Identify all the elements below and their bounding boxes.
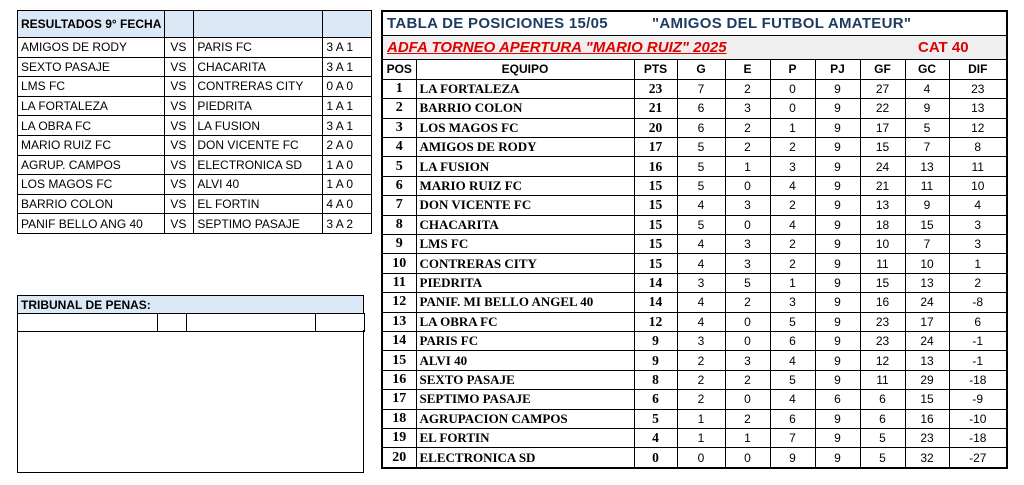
- cell-team: BARRIO COLON: [416, 99, 634, 118]
- result-row: [18, 38, 372, 58]
- cell-e: 0: [725, 312, 770, 331]
- cell-pts: 15: [634, 215, 677, 234]
- cell-e: 2: [725, 79, 770, 98]
- cell-gc: 13: [905, 273, 949, 292]
- cell-pos: 17: [383, 390, 416, 409]
- cell-pts: 5: [634, 409, 677, 428]
- result-score: 3 A 1: [323, 116, 372, 136]
- cell-pts: 17: [634, 138, 677, 157]
- cell-pj: 9: [815, 409, 860, 428]
- cell-p: 0: [770, 99, 815, 118]
- cell-gf: 5: [860, 448, 905, 467]
- cell-dif: 11: [949, 157, 1006, 176]
- result-away: CHACARITA: [194, 57, 323, 77]
- cell-e: 2: [725, 370, 770, 389]
- standings-row: [383, 99, 1006, 118]
- cell-e: 2: [725, 293, 770, 312]
- col-gf: GF: [860, 60, 905, 79]
- cell-g: 5: [677, 215, 725, 234]
- result-score: 1 A 0: [323, 175, 372, 195]
- standings-row: [383, 138, 1006, 157]
- cell-gc: 24: [905, 331, 949, 350]
- result-row: [18, 116, 372, 136]
- cell-gf: 11: [860, 370, 905, 389]
- standings-row: [383, 448, 1006, 467]
- result-score: 1 A 0: [323, 155, 372, 175]
- result-score: 4 A 0: [323, 194, 372, 214]
- cell-team: SEPTIMO PASAJE: [416, 390, 634, 409]
- cell-dif: -18: [949, 428, 1006, 447]
- cell-p: 2: [770, 254, 815, 273]
- cell-gc: 9: [905, 196, 949, 215]
- cell-gc: 7: [905, 138, 949, 157]
- result-away: LA FUSION: [194, 116, 323, 136]
- cell-e: 0: [725, 448, 770, 467]
- cell-gc: 15: [905, 390, 949, 409]
- result-score: 3 A 1: [323, 57, 372, 77]
- standings-title: TABLA DE POSICIONES 15/05: [387, 15, 608, 32]
- results-header-row: [18, 11, 372, 38]
- cell-pos: 10: [383, 254, 416, 273]
- standings-row: [383, 312, 1006, 331]
- col-g: G: [677, 60, 725, 79]
- cell-g: 2: [677, 370, 725, 389]
- cell-dif: -1: [949, 331, 1006, 350]
- result-vs: VS: [165, 214, 194, 234]
- cell-team: EL FORTIN: [416, 428, 634, 447]
- cell-gf: 22: [860, 99, 905, 118]
- standings-row: [383, 409, 1006, 428]
- cell-dif: 23: [949, 79, 1006, 98]
- cell-gf: 24: [860, 157, 905, 176]
- result-score: 1 A 1: [323, 96, 372, 116]
- standings-row: [383, 196, 1006, 215]
- col-team: EQUIPO: [416, 60, 634, 79]
- standings-row: [383, 157, 1006, 176]
- cell-team: PARIS FC: [416, 331, 634, 350]
- cell-gc: 7: [905, 235, 949, 254]
- cell-team: CONTRERAS CITY: [416, 254, 634, 273]
- cell-pj: 9: [815, 273, 860, 292]
- cell-gf: 23: [860, 331, 905, 350]
- cell-p: 4: [770, 176, 815, 195]
- cell-dif: -10: [949, 409, 1006, 428]
- standings-header-row: [383, 60, 1006, 79]
- cell-pj: 9: [815, 157, 860, 176]
- cell-pts: 23: [634, 79, 677, 98]
- cell-gf: 17: [860, 118, 905, 137]
- cell-dif: 2: [949, 273, 1006, 292]
- cell-e: 0: [725, 176, 770, 195]
- cell-gc: 13: [905, 351, 949, 370]
- cell-p: 2: [770, 196, 815, 215]
- cell-dif: -9: [949, 390, 1006, 409]
- cell-pj: 9: [815, 428, 860, 447]
- tournament-name: ADFA TORNEO APERTURA "MARIO RUIZ" 2025: [387, 39, 727, 56]
- cell-pts: 6: [634, 390, 677, 409]
- cell-gf: 5: [860, 428, 905, 447]
- cell-pos: 8: [383, 215, 416, 234]
- cell-gf: 21: [860, 176, 905, 195]
- cell-gc: 9: [905, 99, 949, 118]
- cell-pos: 4: [383, 138, 416, 157]
- cell-gf: 6: [860, 390, 905, 409]
- cell-pos: 7: [383, 196, 416, 215]
- result-home: BARRIO COLON: [18, 194, 165, 214]
- cell-team: CHACARITA: [416, 215, 634, 234]
- standings-row: [383, 273, 1006, 292]
- cell-pts: 21: [634, 99, 677, 118]
- tournament-row: [383, 36, 1006, 60]
- standings-row: [383, 331, 1006, 350]
- result-row: [18, 96, 372, 116]
- standings-row: [383, 79, 1006, 98]
- col-p: P: [770, 60, 815, 79]
- cell-dif: 13: [949, 99, 1006, 118]
- cell-p: 5: [770, 312, 815, 331]
- result-vs: VS: [165, 96, 194, 116]
- result-row: [18, 57, 372, 77]
- cell-pts: 15: [634, 254, 677, 273]
- result-home: LMS FC: [18, 77, 165, 97]
- cell-e: 3: [725, 235, 770, 254]
- standings-row: [383, 176, 1006, 195]
- standings-row: [383, 390, 1006, 409]
- cell-e: 0: [725, 331, 770, 350]
- cell-pts: 14: [634, 293, 677, 312]
- result-vs: VS: [165, 155, 194, 175]
- cell-gf: 15: [860, 273, 905, 292]
- cell-pj: 6: [815, 390, 860, 409]
- cell-p: 3: [770, 157, 815, 176]
- cell-p: 2: [770, 138, 815, 157]
- cell-g: 4: [677, 312, 725, 331]
- cell-pos: 9: [383, 235, 416, 254]
- cell-pts: 15: [634, 235, 677, 254]
- cell-dif: 1: [949, 254, 1006, 273]
- cell-e: 3: [725, 99, 770, 118]
- league-name: "AMIGOS DEL FUTBOL AMATEUR": [652, 15, 912, 32]
- cell-p: 0: [770, 79, 815, 98]
- result-row: [18, 77, 372, 97]
- category-label: CAT 40: [918, 39, 969, 56]
- cell-dif: -8: [949, 293, 1006, 312]
- result-home: PANIF BELLO ANG 40: [18, 214, 165, 234]
- cell-pj: 9: [815, 331, 860, 350]
- result-vs: VS: [165, 116, 194, 136]
- cell-gc: 16: [905, 409, 949, 428]
- col-pts: PTS: [634, 60, 677, 79]
- cell-p: 2: [770, 235, 815, 254]
- cell-dif: 8: [949, 138, 1006, 157]
- cell-pj: 9: [815, 235, 860, 254]
- result-row: [18, 194, 372, 214]
- result-row: [18, 135, 372, 155]
- standings-title-row: [383, 12, 1006, 36]
- cell-g: 4: [677, 254, 725, 273]
- cell-pts: 9: [634, 351, 677, 370]
- result-away: DON VICENTE FC: [194, 135, 323, 155]
- cell-team: ALVI 40: [416, 351, 634, 370]
- cell-g: 3: [677, 331, 725, 350]
- cell-e: 3: [725, 351, 770, 370]
- result-home: LA OBRA FC: [18, 116, 165, 136]
- cell-e: 1: [725, 157, 770, 176]
- standings-panel: [381, 10, 1008, 469]
- cell-p: 5: [770, 370, 815, 389]
- result-away: SEPTIMO PASAJE: [194, 214, 323, 234]
- cell-pj: 9: [815, 448, 860, 467]
- standings-row: [383, 293, 1006, 312]
- cell-e: 0: [725, 215, 770, 234]
- cell-pj: 9: [815, 312, 860, 331]
- cell-pj: 9: [815, 351, 860, 370]
- cell-team: AGRUPACION CAMPOS: [416, 409, 634, 428]
- cell-gc: 17: [905, 312, 949, 331]
- result-home: AMIGOS DE RODY: [18, 38, 165, 58]
- cell-p: 7: [770, 428, 815, 447]
- cell-pos: 13: [383, 312, 416, 331]
- cell-p: 1: [770, 273, 815, 292]
- cell-g: 2: [677, 390, 725, 409]
- cell-pts: 15: [634, 196, 677, 215]
- cell-pos: 1: [383, 79, 416, 98]
- cell-gc: 24: [905, 293, 949, 312]
- cell-dif: 4: [949, 196, 1006, 215]
- result-score: 3 A 1: [323, 38, 372, 58]
- cell-dif: 3: [949, 215, 1006, 234]
- cell-gc: 4: [905, 79, 949, 98]
- standings-row: [383, 254, 1006, 273]
- cell-team: LA FUSION: [416, 157, 634, 176]
- cell-team: LMS FC: [416, 235, 634, 254]
- cell-gc: 32: [905, 448, 949, 467]
- cell-pos: 2: [383, 99, 416, 118]
- cell-team: LOS MAGOS FC: [416, 118, 634, 137]
- cell-gf: 15: [860, 138, 905, 157]
- result-vs: VS: [165, 57, 194, 77]
- cell-gc: 11: [905, 176, 949, 195]
- col-e: E: [725, 60, 770, 79]
- cell-g: 7: [677, 79, 725, 98]
- results-title: RESULTADOS 9° FECHA: [18, 11, 165, 38]
- cell-p: 1: [770, 118, 815, 137]
- result-score: 3 A 2: [323, 214, 372, 234]
- cell-e: 1: [725, 428, 770, 447]
- cell-e: 3: [725, 196, 770, 215]
- cell-team: LA OBRA FC: [416, 312, 634, 331]
- cell-pj: 9: [815, 99, 860, 118]
- cell-dif: 3: [949, 235, 1006, 254]
- cell-gc: 13: [905, 157, 949, 176]
- cell-pj: 9: [815, 196, 860, 215]
- standings-row: [383, 235, 1006, 254]
- cell-pos: 14: [383, 331, 416, 350]
- cell-g: 5: [677, 157, 725, 176]
- cell-team: MARIO RUIZ FC: [416, 176, 634, 195]
- cell-e: 2: [725, 118, 770, 137]
- cell-g: 4: [677, 293, 725, 312]
- result-vs: VS: [165, 175, 194, 195]
- cell-p: 6: [770, 409, 815, 428]
- col-gc: GC: [905, 60, 949, 79]
- cell-pos: 18: [383, 409, 416, 428]
- cell-gf: 23: [860, 312, 905, 331]
- cell-pj: 9: [815, 293, 860, 312]
- result-away: ELECTRONICA SD: [194, 155, 323, 175]
- cell-e: 3: [725, 254, 770, 273]
- cell-pos: 16: [383, 370, 416, 389]
- results-table: [17, 10, 372, 234]
- cell-gc: 29: [905, 370, 949, 389]
- cell-pts: 8: [634, 370, 677, 389]
- result-away: ALVI 40: [194, 175, 323, 195]
- cell-dif: -18: [949, 370, 1006, 389]
- cell-p: 9: [770, 448, 815, 467]
- result-away: EL FORTIN: [194, 194, 323, 214]
- col-dif: DIF: [949, 60, 1006, 79]
- cell-pos: 3: [383, 118, 416, 137]
- cell-pj: 9: [815, 138, 860, 157]
- cell-dif: -27: [949, 448, 1006, 467]
- standings-table: [383, 60, 1006, 467]
- cell-e: 0: [725, 390, 770, 409]
- cell-pos: 6: [383, 176, 416, 195]
- cell-gf: 6: [860, 409, 905, 428]
- result-row: [18, 155, 372, 175]
- standings-row: [383, 215, 1006, 234]
- cell-p: 4: [770, 351, 815, 370]
- cell-e: 5: [725, 273, 770, 292]
- cell-gf: 27: [860, 79, 905, 98]
- cell-dif: 6: [949, 312, 1006, 331]
- cell-g: 2: [677, 351, 725, 370]
- cell-dif: 12: [949, 118, 1006, 137]
- cell-gc: 5: [905, 118, 949, 137]
- cell-dif: 10: [949, 176, 1006, 195]
- cell-team: AMIGOS DE RODY: [416, 138, 634, 157]
- cell-pj: 9: [815, 215, 860, 234]
- standings-row: [383, 118, 1006, 137]
- standings-row: [383, 370, 1006, 389]
- cell-g: 5: [677, 138, 725, 157]
- cell-pos: 19: [383, 428, 416, 447]
- standings-row: [383, 428, 1006, 447]
- cell-pj: 9: [815, 254, 860, 273]
- cell-team: PIEDRITA: [416, 273, 634, 292]
- result-vs: VS: [165, 194, 194, 214]
- result-score: 0 A 0: [323, 77, 372, 97]
- cell-pts: 4: [634, 428, 677, 447]
- cell-team: PANIF. MI BELLO ANGEL 40: [416, 293, 634, 312]
- result-away: PARIS FC: [194, 38, 323, 58]
- cell-pj: 9: [815, 370, 860, 389]
- cell-pts: 12: [634, 312, 677, 331]
- cell-pts: 16: [634, 157, 677, 176]
- cell-gf: 12: [860, 351, 905, 370]
- cell-pos: 11: [383, 273, 416, 292]
- cell-gf: 16: [860, 293, 905, 312]
- cell-pts: 15: [634, 176, 677, 195]
- result-vs: VS: [165, 77, 194, 97]
- cell-gf: 18: [860, 215, 905, 234]
- cell-team: LA FORTALEZA: [416, 79, 634, 98]
- cell-g: 3: [677, 273, 725, 292]
- result-home: LOS MAGOS FC: [18, 175, 165, 195]
- cell-g: 1: [677, 428, 725, 447]
- standings-row: [383, 351, 1006, 370]
- result-vs: VS: [165, 135, 194, 155]
- cell-p: 3: [770, 293, 815, 312]
- cell-pts: 9: [634, 331, 677, 350]
- cell-p: 4: [770, 215, 815, 234]
- cell-pts: 14: [634, 273, 677, 292]
- cell-team: ELECTRONICA SD: [416, 448, 634, 467]
- cell-gc: 15: [905, 215, 949, 234]
- result-row: [18, 214, 372, 234]
- result-home: SEXTO PASAJE: [18, 57, 165, 77]
- cell-pj: 9: [815, 176, 860, 195]
- cell-p: 4: [770, 390, 815, 409]
- cell-e: 2: [725, 138, 770, 157]
- tribunal-box: [17, 330, 364, 473]
- cell-g: 6: [677, 99, 725, 118]
- cell-g: 4: [677, 235, 725, 254]
- result-home: LA FORTALEZA: [18, 96, 165, 116]
- cell-pos: 5: [383, 157, 416, 176]
- result-home: MARIO RUIZ FC: [18, 135, 165, 155]
- result-away: CONTRERAS CITY: [194, 77, 323, 97]
- result-row: [18, 175, 372, 195]
- cell-pos: 20: [383, 448, 416, 467]
- cell-pj: 9: [815, 118, 860, 137]
- cell-gc: 10: [905, 254, 949, 273]
- result-vs: VS: [165, 38, 194, 58]
- cell-team: SEXTO PASAJE: [416, 370, 634, 389]
- cell-g: 0: [677, 448, 725, 467]
- cell-g: 5: [677, 176, 725, 195]
- cell-p: 6: [770, 331, 815, 350]
- col-pj: PJ: [815, 60, 860, 79]
- col-pos: POS: [383, 60, 416, 79]
- cell-g: 4: [677, 196, 725, 215]
- cell-g: 6: [677, 118, 725, 137]
- result-away: PIEDRITA: [194, 96, 323, 116]
- cell-pts: 0: [634, 448, 677, 467]
- cell-team: DON VICENTE FC: [416, 196, 634, 215]
- result-score: 2 A 0: [323, 135, 372, 155]
- result-home: AGRUP. CAMPOS: [18, 155, 165, 175]
- cell-pos: 12: [383, 293, 416, 312]
- cell-pts: 20: [634, 118, 677, 137]
- cell-gf: 11: [860, 254, 905, 273]
- cell-gc: 23: [905, 428, 949, 447]
- tribunal-title: TRIBUNAL DE PENAS:: [17, 295, 364, 314]
- cell-pj: 9: [815, 79, 860, 98]
- cell-pos: 15: [383, 351, 416, 370]
- cell-g: 1: [677, 409, 725, 428]
- cell-gf: 10: [860, 235, 905, 254]
- cell-e: 2: [725, 409, 770, 428]
- cell-dif: -1: [949, 351, 1006, 370]
- cell-gf: 13: [860, 196, 905, 215]
